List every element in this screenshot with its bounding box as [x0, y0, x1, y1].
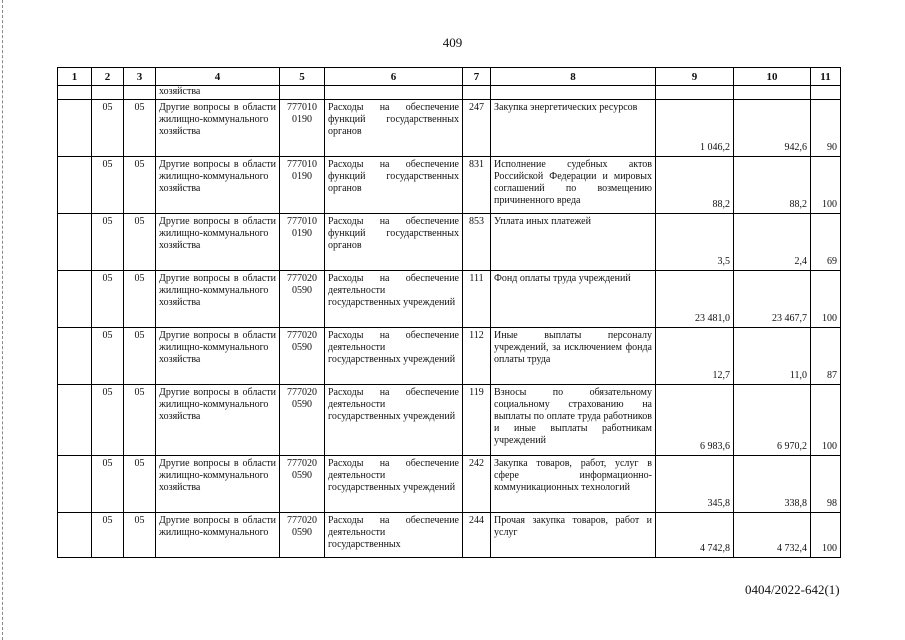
col-header: 11 [811, 68, 841, 86]
section-code: 05 [92, 328, 124, 385]
section-code: 05 [92, 513, 124, 558]
planned-amount: 3,5 [656, 214, 734, 271]
target-article-name: Расходы на обеспечение деятельности государственных учреждений [325, 385, 463, 456]
execution-percent: 98 [811, 456, 841, 513]
expense-type-code: 247 [463, 100, 491, 157]
section-code: 05 [92, 271, 124, 328]
col-header: 5 [280, 68, 325, 86]
expense-type-code: 244 [463, 513, 491, 558]
col-header: 10 [734, 68, 811, 86]
section-code: 05 [92, 214, 124, 271]
table-row [58, 513, 841, 558]
subsection-code: 05 [124, 328, 156, 385]
col-header: 7 [463, 68, 491, 86]
continuation-text: хозяйства [156, 86, 280, 100]
col-header: 1 [58, 68, 92, 86]
actual-amount: 338,8 [734, 456, 811, 513]
expense-type-code: 112 [463, 328, 491, 385]
section-name: Другие вопросы в области жилищно-коммунального хозяйства [156, 214, 280, 271]
col-header: 2 [92, 68, 124, 86]
table-row [58, 214, 841, 271]
actual-amount: 11,0 [734, 328, 811, 385]
section-name: Другие вопросы в области жилищно-коммунального хозяйства [156, 385, 280, 456]
expense-type-name: Исполнение судебных актов Российской Федерации и мировых соглашений по возмещению причиненного вреда [491, 157, 656, 214]
actual-amount: 23 467,7 [734, 271, 811, 328]
planned-amount: 12,7 [656, 328, 734, 385]
table-row [58, 456, 841, 513]
subsection-code: 05 [124, 214, 156, 271]
section-name: Другие вопросы в области жилищно-коммунального хозяйства [156, 157, 280, 214]
table-row [58, 100, 841, 157]
planned-amount: 345,8 [656, 456, 734, 513]
section-code: 05 [92, 385, 124, 456]
document-code: 0404/2022-642(1) [745, 582, 840, 597]
expense-type-name: Закупка энергетических ресурсов [491, 100, 656, 157]
expense-type-name: Закупка товаров, работ, услуг в сфере информационно-коммуникационных технологий [491, 456, 656, 513]
target-article-code: 777020 0590 [280, 271, 325, 328]
subsection-code: 05 [124, 271, 156, 328]
target-article-name: Расходы на обеспечение деятельности государственных [325, 513, 463, 558]
target-article-code: 777010 0190 [280, 157, 325, 214]
section-code: 05 [92, 100, 124, 157]
target-article-code: 777020 0590 [280, 456, 325, 513]
budget-table [57, 67, 841, 558]
target-article-name: Расходы на обеспечение функций государственных органов [325, 214, 463, 271]
subsection-code: 05 [124, 157, 156, 214]
expense-type-code: 242 [463, 456, 491, 513]
planned-amount: 6 983,6 [656, 385, 734, 456]
table-row [58, 385, 841, 456]
target-article-name: Расходы на обеспечение деятельности государственных учреждений [325, 456, 463, 513]
col-header: 9 [656, 68, 734, 86]
subsection-code: 05 [124, 513, 156, 558]
expense-type-code: 119 [463, 385, 491, 456]
table-row [58, 328, 841, 385]
actual-amount: 4 732,4 [734, 513, 811, 558]
target-article-code: 777020 0590 [280, 513, 325, 558]
target-article-name: Расходы на обеспечение функций государственных органов [325, 157, 463, 214]
col-header: 6 [325, 68, 463, 86]
execution-percent: 100 [811, 385, 841, 456]
target-article-code: 777010 0190 [280, 214, 325, 271]
section-name: Другие вопросы в области жилищно-коммунального хозяйства [156, 271, 280, 328]
actual-amount: 942,6 [734, 100, 811, 157]
col-header: 3 [124, 68, 156, 86]
execution-percent: 100 [811, 513, 841, 558]
expense-type-code: 831 [463, 157, 491, 214]
expense-type-name: Прочая закупка товаров, работ и услуг [491, 513, 656, 558]
expense-type-code: 111 [463, 271, 491, 328]
section-code: 05 [92, 456, 124, 513]
target-article-code: 777010 0190 [280, 100, 325, 157]
expense-type-name: Взносы по обязательному социальному страхованию на выплаты по оплате труда работников и иные выплаты работникам учреждений [491, 385, 656, 456]
table-row [58, 271, 841, 328]
expense-type-name: Иные выплаты персоналу учреждений, за исключением фонда оплаты труда [491, 328, 656, 385]
actual-amount: 6 970,2 [734, 385, 811, 456]
execution-percent: 100 [811, 157, 841, 214]
expense-type-name: Фонд оплаты труда учреждений [491, 271, 656, 328]
expense-type-code: 853 [463, 214, 491, 271]
section-name: Другие вопросы в области жилищно-коммунального хозяйства [156, 456, 280, 513]
planned-amount: 4 742,8 [656, 513, 734, 558]
execution-percent: 87 [811, 328, 841, 385]
subsection-code: 05 [124, 456, 156, 513]
target-article-code: 777020 0590 [280, 385, 325, 456]
page-number: 409 [442, 35, 463, 50]
section-name: Другие вопросы в области жилищно-коммунального хозяйства [156, 100, 280, 157]
execution-percent: 100 [811, 271, 841, 328]
subsection-code: 05 [124, 100, 156, 157]
execution-percent: 69 [811, 214, 841, 271]
target-article-name: Расходы на обеспечение деятельности государственных учреждений [325, 328, 463, 385]
section-name: Другие вопросы в области жилищно-коммунального хозяйства [156, 328, 280, 385]
execution-percent: 90 [811, 100, 841, 157]
section-code: 05 [92, 157, 124, 214]
target-article-name: Расходы на обеспечение функций государственных органов [325, 100, 463, 157]
section-name: Другие вопросы в области жилищно-коммунального [156, 513, 280, 558]
continuation-row [58, 86, 841, 100]
subsection-code: 05 [124, 385, 156, 456]
target-article-name: Расходы на обеспечение деятельности государственных учреждений [325, 271, 463, 328]
col-header: 8 [491, 68, 656, 86]
page-left-edge [2, 0, 4, 640]
planned-amount: 23 481,0 [656, 271, 734, 328]
planned-amount: 88,2 [656, 157, 734, 214]
table-row [58, 157, 841, 214]
header-row [58, 68, 841, 86]
actual-amount: 88,2 [734, 157, 811, 214]
actual-amount: 2,4 [734, 214, 811, 271]
target-article-code: 777020 0590 [280, 328, 325, 385]
planned-amount: 1 046,2 [656, 100, 734, 157]
col-header: 4 [156, 68, 280, 86]
expense-type-name: Уплата иных платежей [491, 214, 656, 271]
